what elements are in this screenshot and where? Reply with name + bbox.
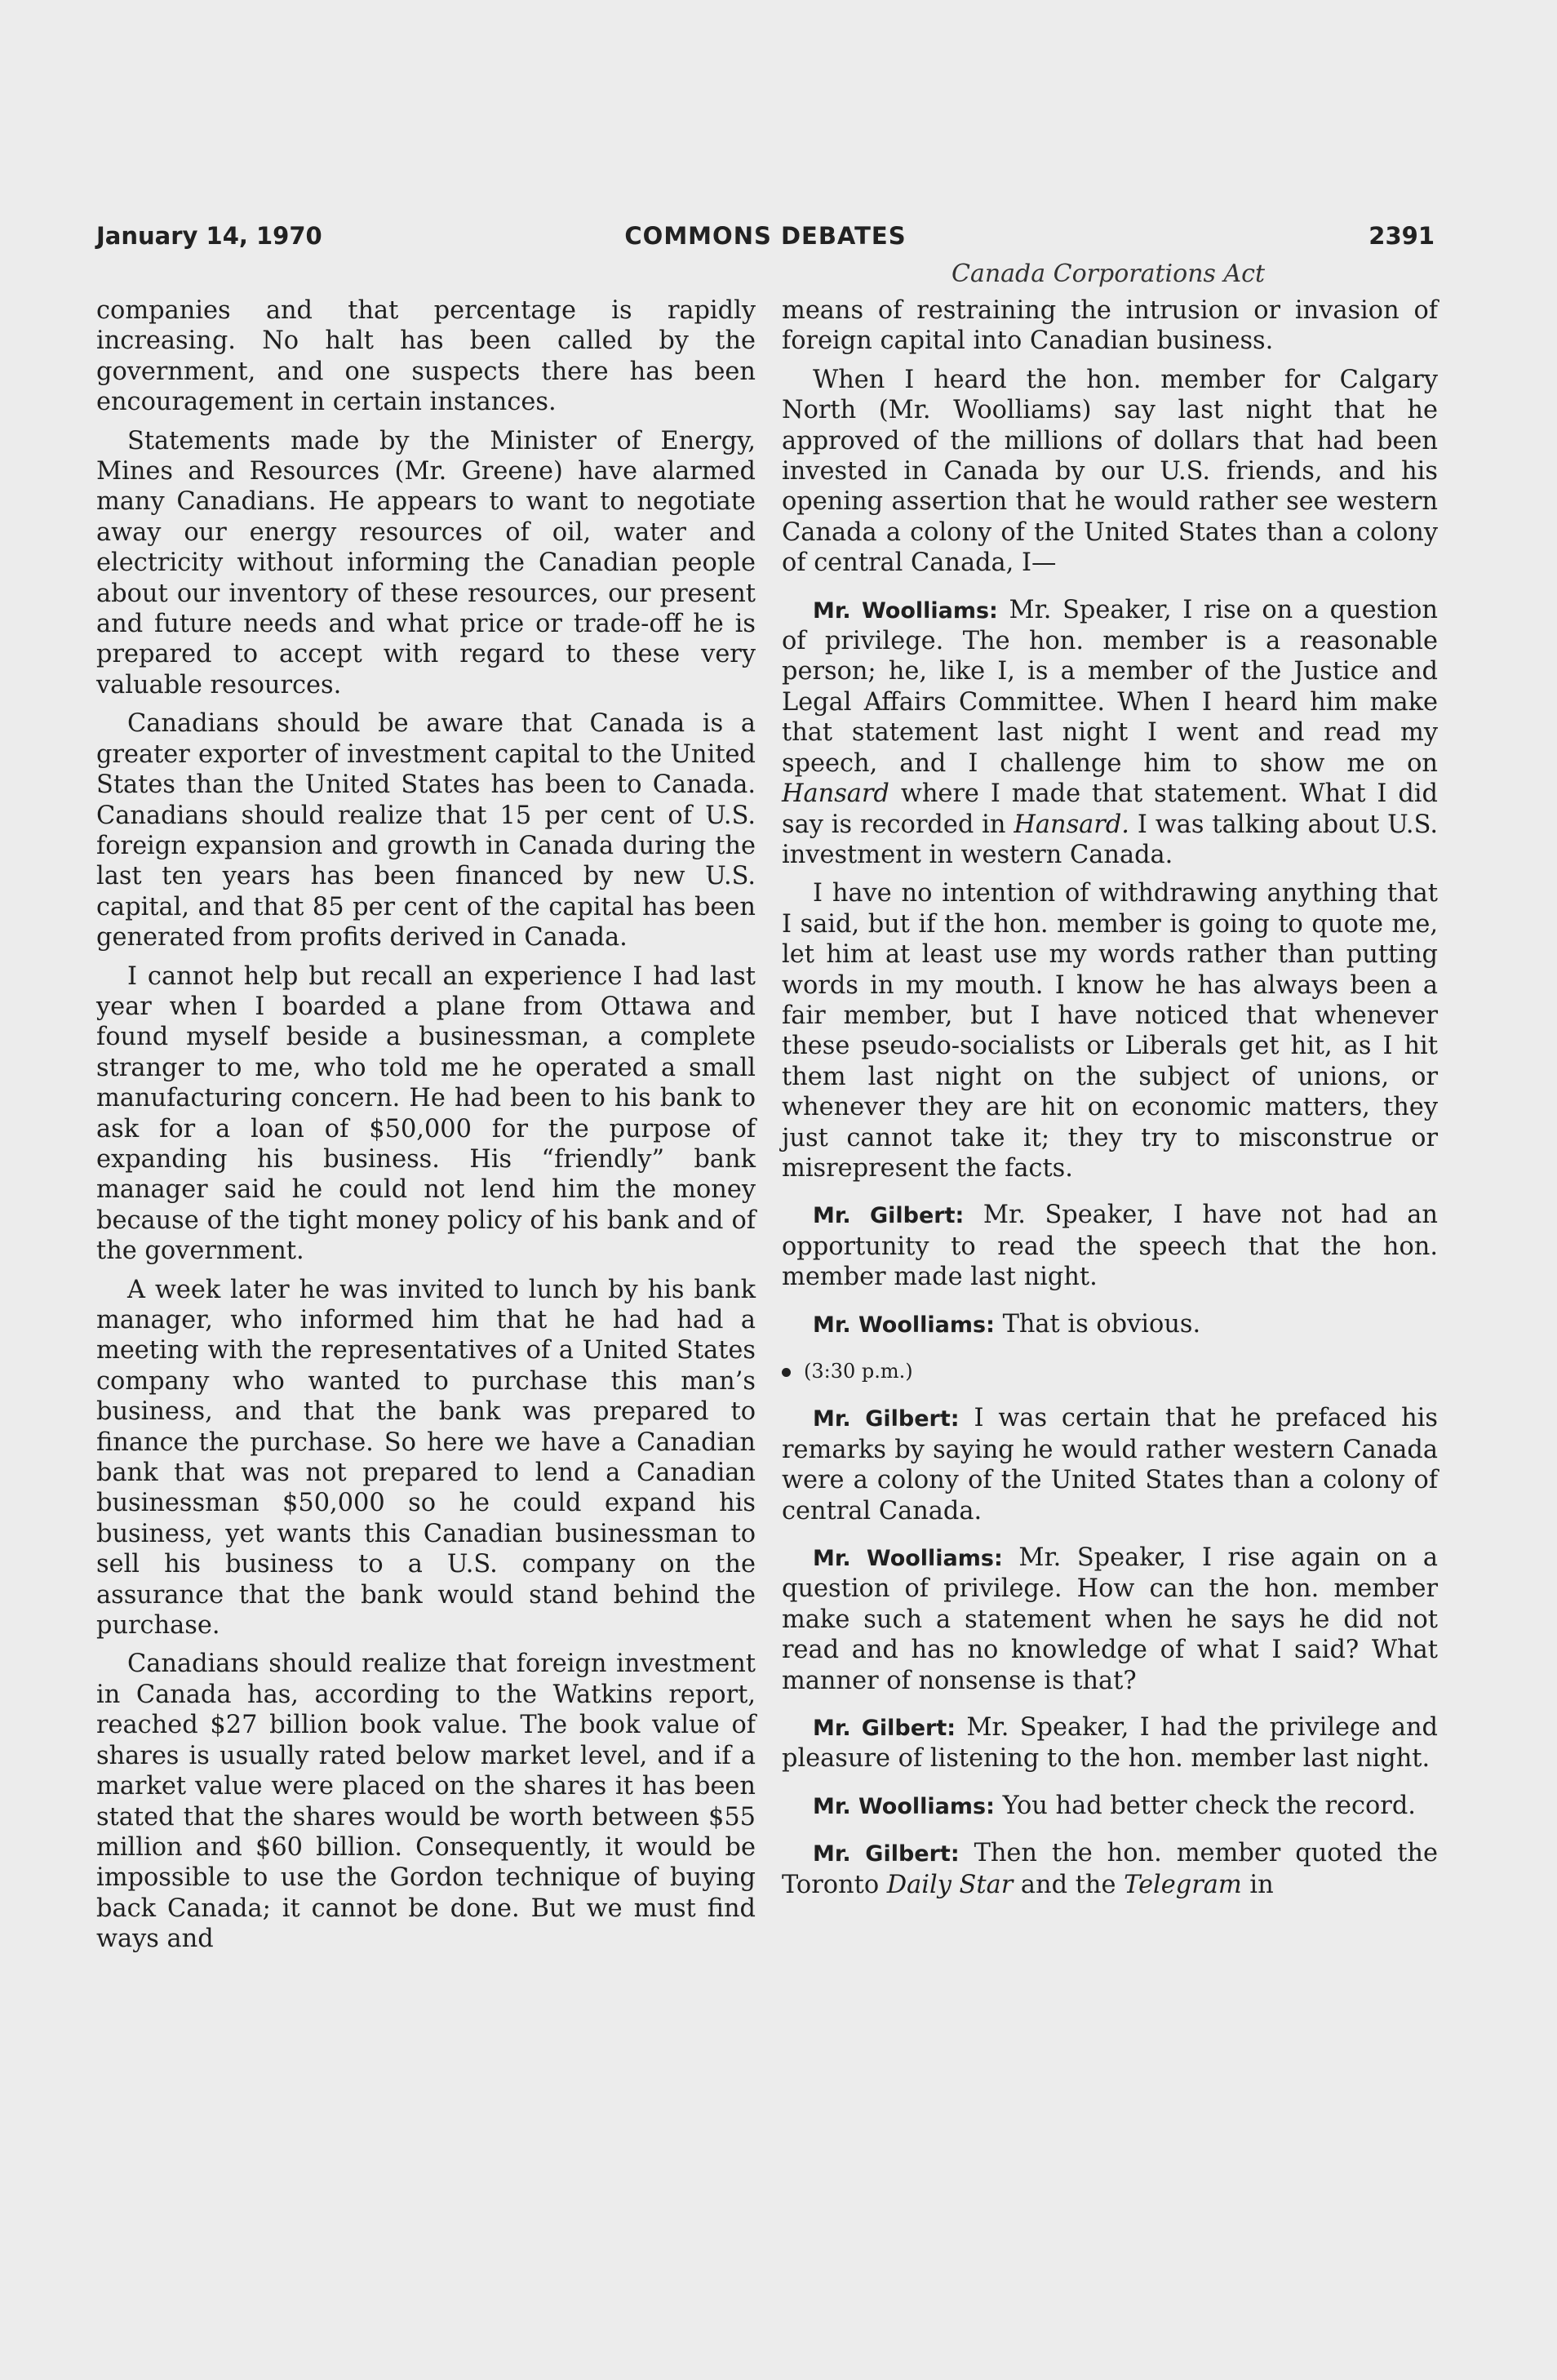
speech-italic: Hansard. (1014, 810, 1129, 839)
speech-text: You had better check the record. (1002, 1791, 1416, 1820)
speech-text: where I made that statement. What I did say is recorded in (782, 779, 1438, 839)
speech-gilbert-1 (782, 1200, 1438, 1292)
speaker-name: Mr. Gilbert: (813, 1841, 960, 1867)
speech-italic: Hansard (782, 779, 889, 809)
paragraph: Statements made by the Minister of Energy, Mines and Resources (Mr. Greene) have alarmed many Canadians. He appears to want to negotiate away our energy resources of oil, water and electricity without informing the Canadian people about our inventory of these resources, our present and future needs and what price or trade-off he is prepared to accept with regard to these very valuable resources. (96, 426, 756, 699)
left-column (96, 295, 756, 1963)
speech-text: Then the hon. member quoted the Toronto (782, 1839, 1438, 1899)
paragraph: A week later he was invited to lunch by his bank manager, who informed him that he had had a meeting with the representatives of a United States company who wanted to purchase this man’s business, and that the bank was prepared to finance the purchase. So here we have a Canadian bank that was not prepared to lend a Canadian businessman $50,000 so he could expand his business, yet wants this Canadian businessman to sell his business to a U.S. company on the assurance that the bank would stand behind the purchase. (96, 1275, 756, 1641)
paragraph: means of restraining the intrusion or invasion of foreign capital into Canadian business. (782, 296, 1438, 356)
speech-italic: Telegram (1124, 1870, 1242, 1899)
speech-text: Mr. Speaker, I had the privilege and pleasure of listening to the hon. member last night. (782, 1713, 1438, 1774)
paragraph: I have no intention of withdrawing anything that I said, but if the hon. member is going to quote me, let him at least use my words rather than putting words in my mouth. I know he has always been a fair member, but I have noticed that whenever these pseudo-socialists or Liberals get hit, as I hit them last night on the subject of unions, or whenever they are hit on economic matters, they just cannot take it; they try to misconstrue or misrepresent the facts. (782, 879, 1438, 1183)
speech-gilbert-4 (782, 1838, 1438, 1900)
speech-text: Mr. Speaker, I rise again on a question of privilege. How can the hon. member make such a statement when he says he did not read and has no knowledge of what I said? What manner of nonsense is that? (782, 1543, 1438, 1695)
speech-woolliams-4 (782, 1791, 1438, 1822)
speech-woolliams-2 (782, 1309, 1438, 1340)
page-header (96, 222, 1435, 258)
speech-text: Mr. Speaker, I rise on a question of privilege. The hon. member is a reasonable person; he, like I, is a member of the Justice and Legal Affairs Committee. When I heard him make that statement last night I went and read my speech, and I challenge him to show me on (782, 595, 1438, 778)
paragraph: I cannot help but recall an experience I had last year when I boarded a plane from Ottawa and found myself beside a businessman, a complete stranger to me, who told me he operated a small manufacturing concern. He had been to his bank to ask for a loan of $50,000 for the purpose of expanding his business. His “friendly” bank manager said he could not lend him the money because of the tight money policy of his bank and of the government. (96, 961, 756, 1266)
speech-woolliams-3 (782, 1543, 1438, 1696)
right-column (782, 295, 1438, 1916)
paragraph: companies and that percentage is rapidly increasing. No halt has been called by the government, and one suspects there has been encouragement in certain instances. (96, 296, 756, 417)
paragraph: When I heard the hon. member for Calgary North (Mr. Woolliams) say last night that he approved of the millions of dollars that had been invested in Canada by our U.S. friends, and his opening assertion that he would rather see western Canada a colony of the United States than a colony of central Canada, I— (782, 365, 1438, 578)
time-marker (782, 1357, 1438, 1387)
speaker-name: Mr. Woolliams: (813, 1793, 995, 1819)
paragraph: Canadians should realize that foreign investment in Canada has, according to the Watkins report, reached $27 billion book value. The book value of shares is usually rated below market level, and if a market value were placed on the shares it has been stated that the shares would be worth between $55 million and $60 billion. Consequently, it would be impossible to use the Gordon technique of buying back Canada; it cannot be done. But we must find ways and (96, 1650, 756, 1954)
speaker-name: Mr. Gilbert: (813, 1406, 960, 1432)
speaker-name: Mr. Woolliams: (813, 1312, 995, 1338)
header-page-number: 2391 (1368, 222, 1435, 250)
speech-text: I was certain that he prefaced his remarks by saying he would rather western Canada were a colony of the United States than a colony of central Canada. (782, 1404, 1438, 1525)
speech-text: in (1249, 1870, 1274, 1899)
speech-gilbert-2 (782, 1403, 1438, 1526)
bullet-icon (782, 1368, 791, 1377)
speaker-name: Mr. Woolliams: (813, 597, 998, 624)
speech-text: and the (1020, 1870, 1116, 1899)
speaker-name: Mr. Woolliams: (813, 1546, 1003, 1572)
speaker-name: Mr. Gilbert: (813, 1203, 965, 1229)
header-date: January 14, 1970 (96, 222, 322, 250)
speech-text: That is obvious. (1002, 1309, 1201, 1339)
speech-text: Mr. Speaker, I have not had an opportunity to read the speech that the hon. member made last night. (782, 1201, 1438, 1292)
speech-text: I was talking about U.S. investment in western Canada. (782, 810, 1438, 869)
speech-gilbert-3 (782, 1712, 1438, 1774)
section-heading: Canada Corporations Act (951, 260, 1265, 288)
speech-woolliams-1 (782, 595, 1438, 871)
speech-italic: Daily Star (886, 1870, 1014, 1899)
paragraph: Canadians should be aware that Canada is a greater exporter of investment capital to the United States than the United States has been to Canada. Canadians should realize that 15 per cent of U.S. foreign expansion and growth in Canada during the last ten years has been financed by new U.S. capital, and that 85 per cent of the capital has been generated from profits derived in Canada. (96, 709, 756, 952)
time-text: (3:30 p.m.) (804, 1360, 913, 1383)
header-title: COMMONS DEBATES (624, 222, 907, 250)
speaker-name: Mr. Gilbert: (813, 1716, 956, 1742)
